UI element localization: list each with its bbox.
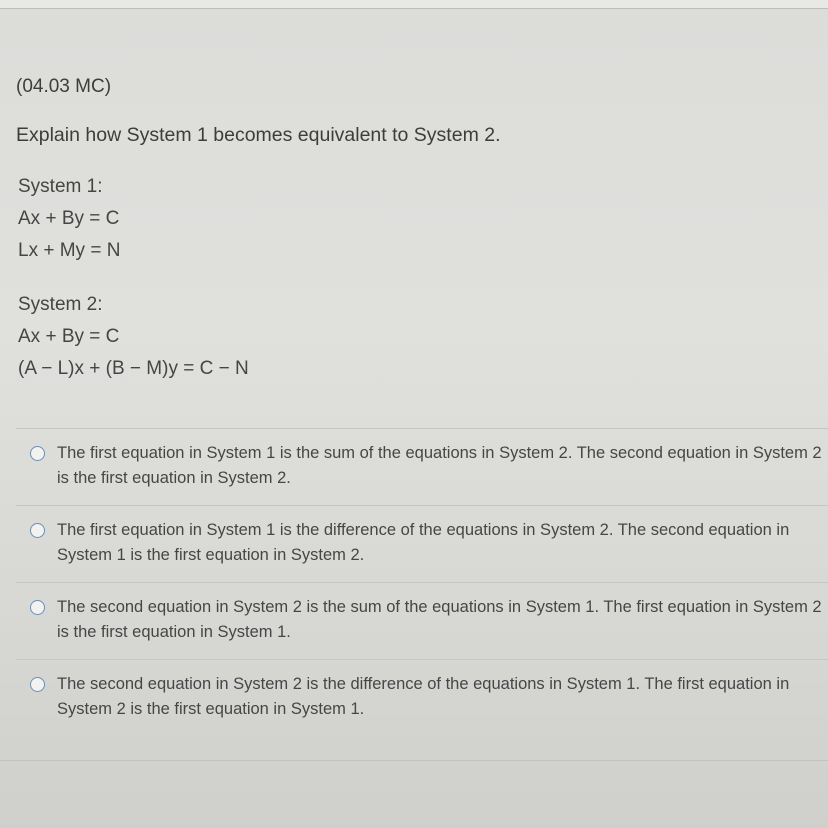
system-1-equation-1: Ax + By = C (18, 208, 120, 229)
system-2 (16, 289, 806, 385)
answer-options (16, 428, 828, 736)
system-1-equation-2: Lx + My = N (18, 240, 121, 261)
question-code: (04.03 MC) (16, 76, 112, 97)
question-prompt: Explain how System 1 becomes equivalent to System 2. (16, 124, 501, 146)
system-2-label: System 2: (18, 294, 103, 315)
answer-option-1[interactable] (16, 429, 828, 506)
question-block (16, 76, 806, 407)
answer-option-2[interactable] (16, 506, 828, 583)
answer-option-text[interactable]: The first equation in System 1 is the difference of the equations in System 2. The second equation in System 1 is the first equation in System 2. (57, 521, 790, 564)
bottom-divider (0, 760, 828, 761)
top-divider (0, 0, 828, 9)
answer-option-text[interactable]: The second equation in System 2 is the difference of the equations in System 1. The first equation in System 2 is the first equation in System 1. (57, 675, 790, 718)
radio-button-icon[interactable] (30, 600, 45, 615)
system-1 (16, 171, 806, 267)
answer-option-4[interactable] (16, 660, 828, 736)
answer-option-3[interactable] (16, 583, 828, 660)
radio-button-icon[interactable] (30, 446, 45, 461)
radio-button-icon[interactable] (30, 523, 45, 538)
answer-option-text[interactable]: The first equation in System 1 is the sum of the equations in System 2. The second equation in System 2 is the first equation in System 2. (57, 444, 822, 487)
system-2-equation-2: (A − L)x + (B − M)y = C − N (18, 358, 249, 379)
system-1-label: System 1: (18, 176, 103, 197)
answer-option-text[interactable]: The second equation in System 2 is the sum of the equations in System 1. The first equation in System 2 is the first equation in System 1. (57, 598, 822, 641)
system-2-equation-1: Ax + By = C (18, 326, 120, 347)
radio-button-icon[interactable] (30, 677, 45, 692)
